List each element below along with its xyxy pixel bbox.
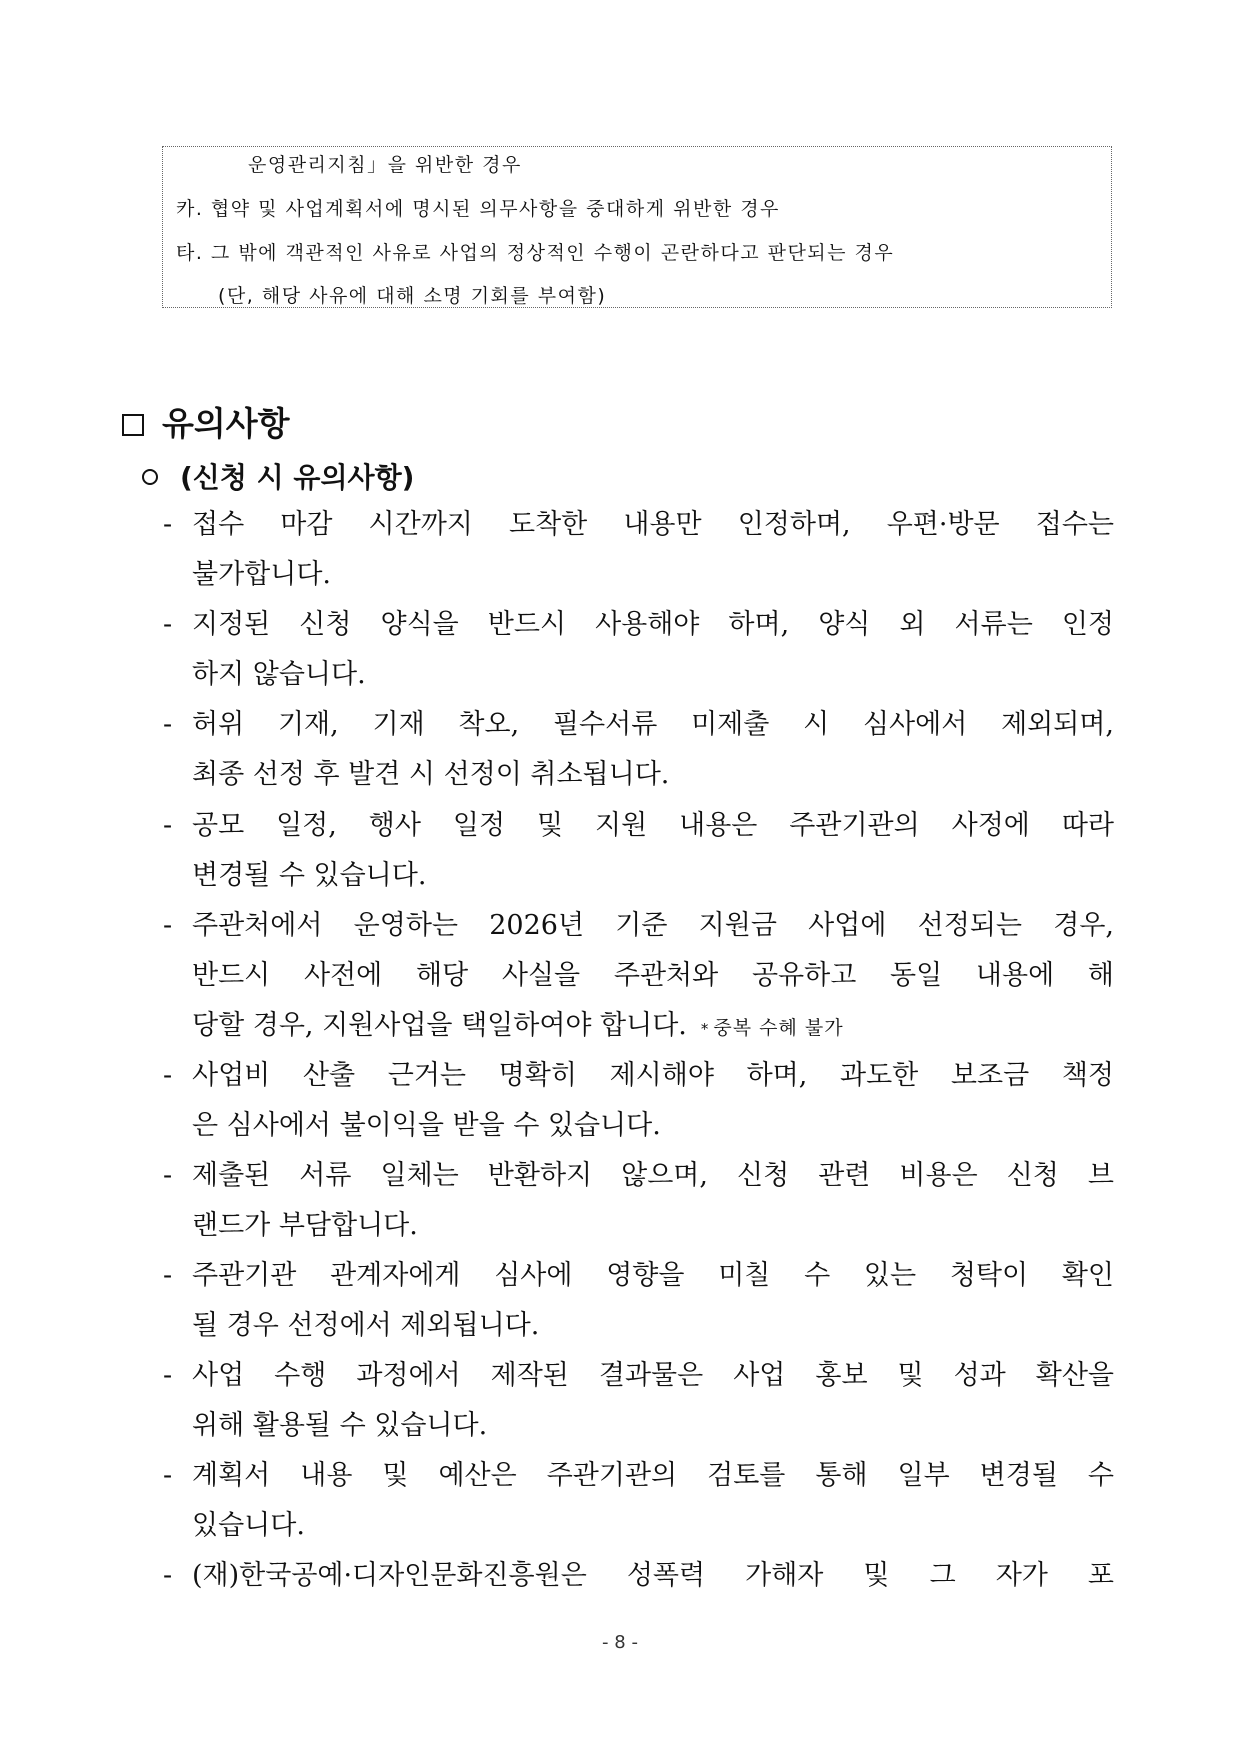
list-item-line: (재)한국공예·디자인문화진흥원은 성폭력 가해자 및 그 자가 포 (192, 1560, 1114, 1591)
list-item-line: 될 경우 선정에서 제외됩니다. (192, 1310, 540, 1341)
list-item-dash: - (163, 609, 173, 640)
page-number: - 8 - (602, 1632, 638, 1653)
circle-bullet-icon (142, 469, 158, 485)
list-item-line: 사업 수행 과정에서 제작된 결과물은 사업 홍보 및 성과 확산을 (192, 1360, 1114, 1391)
box-line-2: 카. 협약 및 사업계획서에 명시된 의무사항을 중대하게 위반한 경우 (176, 198, 780, 220)
list-item-dash: - (163, 910, 173, 941)
section-title: 유의사항 (162, 404, 290, 443)
list-item-dash: - (163, 1160, 173, 1191)
box-line-4: (단, 해당 사유에 대해 소명 기회를 부여함) (218, 285, 607, 307)
list-item-line: 공모 일정, 행사 일정 및 지원 내용은 주관기관의 사정에 따라 (192, 810, 1114, 841)
list-item-line: 반드시 사전에 해당 사실을 주관처와 공유하고 동일 내용에 해 (192, 960, 1114, 991)
list-item-dash: - (163, 709, 173, 740)
square-bullet-icon (122, 414, 144, 436)
list-item-line: 최종 선정 후 발견 시 선정이 취소됩니다. (192, 759, 670, 790)
list-item-text: 당할 경우, 지원사업을 택일하여야 합니다. (192, 1010, 687, 1041)
list-item-line: 주관기관 관계자에게 심사에 영향을 미칠 수 있는 청탁이 확인 (192, 1260, 1114, 1291)
list-item-line: 은 심사에서 불이익을 받을 수 있습니다. (192, 1110, 661, 1141)
list-item-dash: - (163, 1560, 173, 1591)
section-heading (122, 404, 290, 444)
subsection-heading (142, 460, 414, 496)
list-item-dash: - (163, 509, 173, 540)
list-item-line: 지정된 신청 양식을 반드시 사용해야 하며, 양식 외 서류는 인정 (192, 609, 1114, 640)
subsection-title: (신청 시 유의사항) (180, 461, 415, 494)
list-item-line: 랜드가 부담합니다. (192, 1210, 418, 1241)
list-item-dash: - (163, 1360, 173, 1391)
list-item-line: 허위 기재, 기재 착오, 필수서류 미제출 시 심사에서 제외되며, (192, 709, 1114, 740)
duplicate-benefit-note (701, 1017, 844, 1039)
box-line-3: 타. 그 밖에 객관적인 사유로 사업의 정상적인 수행이 곤란하다고 판단되는 경우 (176, 242, 895, 264)
list-item-dash: - (163, 1460, 173, 1491)
list-item-line: 하지 않습니다. (192, 659, 366, 690)
box-line-1: 운영관리지침」을 위반한 경우 (248, 154, 522, 176)
list-item-dash: - (163, 1260, 173, 1291)
list-item-line: 제출된 서류 일체는 반환하지 않으며, 신청 관련 비용은 신청 브 (192, 1160, 1114, 1191)
list-item-dash: - (163, 810, 173, 841)
list-item-line: 주관처에서 운영하는 2026년 기준 지원금 사업에 선정되는 경우, (192, 910, 1114, 941)
list-item-line (192, 1008, 844, 1047)
list-item-line: 변경될 수 있습니다. (192, 860, 427, 891)
list-item-dash: - (163, 1060, 173, 1091)
list-item-line: 계획서 내용 및 예산은 주관기관의 검토를 통해 일부 변경될 수 (192, 1460, 1114, 1491)
note-text: 중복 수혜 불가 (713, 1017, 844, 1039)
list-item-line: 불가합니다. (192, 559, 331, 590)
list-item-line: 접수 마감 시간까지 도착한 내용만 인정하며, 우편·방문 접수는 (192, 509, 1114, 540)
note-asterisk: * (700, 1020, 710, 1038)
list-item-line: 위해 활용될 수 있습니다. (192, 1410, 488, 1441)
list-item-line: 사업비 산출 근거는 명확히 제시해야 하며, 과도한 보조금 책정 (192, 1060, 1114, 1091)
list-item-line: 있습니다. (192, 1510, 305, 1541)
